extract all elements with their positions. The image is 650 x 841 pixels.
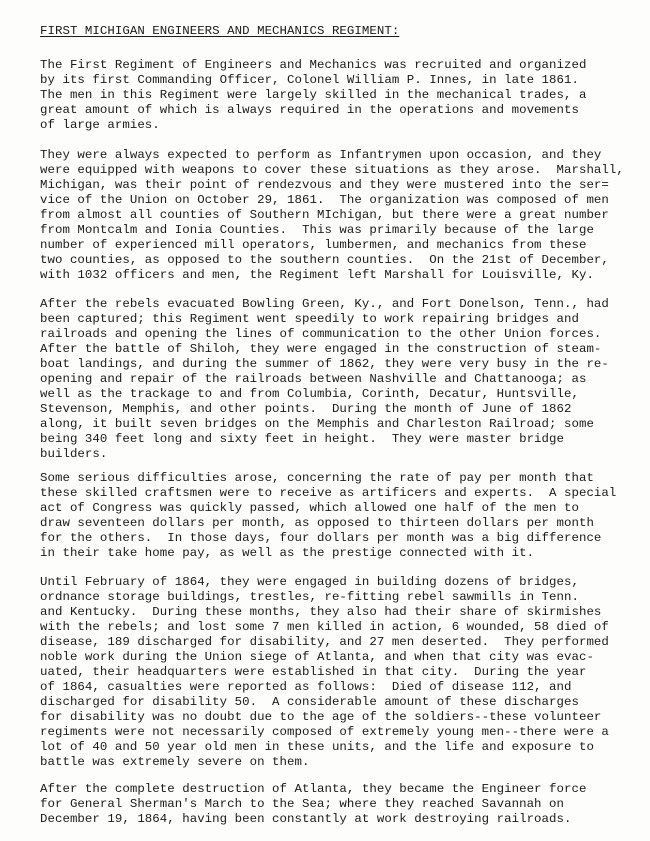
paragraph-muster: They were always expected to perform as Infantrymen upon occasion, and they were equipped with weapons to cover these situations as they arose. Marshall, Michigan, was their point of rendezvous and they were mustered into the ser= vice of the Union on October 29, 1861. The organization was composed of men from almost all counties of Southern MIchigan, but there were a great number from Montcalm and Ionia Counties. This was primarily because of the large number of experienced mill operators, lumbermen, and mechanics from these two counties, as opposed to the southern counties. On the 21st of December, with 1032 officers and men, the Regiment left Marshall for Louisville, Ky. xyxy=(40,148,624,282)
document-title: FIRST MICHIGAN ENGINEERS AND MECHANICS REGIMENT: xyxy=(40,24,400,38)
paragraph-bridges-railroads: After the rebels evacuated Bowling Green, Ky., and Fort Donelson, Tenn., had been captured; this Regiment went speedily to work repairing bridges and railroads and opening the lines of communication to the other Union forces. After the battle of Shiloh, they were engaged in the construction of steam- boat landings, and during the summer of 1862, they were very busy in the re- opening and repair of the railroads between Nashville and Chattanooga; as well as the trackage to and from Columbia, Corinth, Decatur, Huntsville, Stevenson, Memphis, and other points. During the month of June of 1862 along, it built seven bridges on the Memphis and Charleston Railroad; some being 340 feet long and sixty feet in height. They were master bridge builders. xyxy=(40,297,609,461)
paragraph-casualties: Until February of 1864, they were engaged in building dozens of bridges, ordnance storage buildings, trestles, re-fitting rebel sawmills in Tenn. and Kentucky. During these months, they also had their share of skirmishes with the rebels; and lost some 7 men killed in action, 6 wounded, 58 died of disease, 189 discharged for disability, and 27 men deserted. They performed noble work during the Union siege of Atlanta, and when that city was evac- uated, their headquarters were established in that city. During the year of 1864, casualties were reported as follows: Died of disease 112, and discharged for disability 50. A considerable amount of these discharges for disability was no doubt due to the age of the soldiers--these volunteer regiments were not necessarily composed of extremely young men--there were a lot of 40 and 50 year old men in these units, and the life and exposure to battle was extremely severe on them. xyxy=(40,575,609,769)
paragraph-recruitment: The First Regiment of Engineers and Mechanics was recruited and organized by its first Commanding Officer, Colonel William P. Innes, in late 1861. The men in this Regiment were largely skilled in the mechanical trades, a great amount of which is always required in the operations and movements of large armies. xyxy=(40,58,587,132)
paragraph-march-to-sea: After the complete destruction of Atlanta, they became the Engineer force for General Sherman's March to the Sea; where they reached Savannah on December 19, 1864, having been constantly at work destroying railroads. xyxy=(40,782,587,826)
paragraph-pay: Some serious difficulties arose, concerning the rate of pay per month that these skilled craftsmen were to receive as artificers and experts. A special act of Congress was quickly passed, which allowed one half of the men to draw seventeen dollars per month, as opposed to thirteen dollars per month for the others. In those days, four dollars per month was a big difference in their take home pay, as well as the prestige connected with it. xyxy=(40,471,617,560)
